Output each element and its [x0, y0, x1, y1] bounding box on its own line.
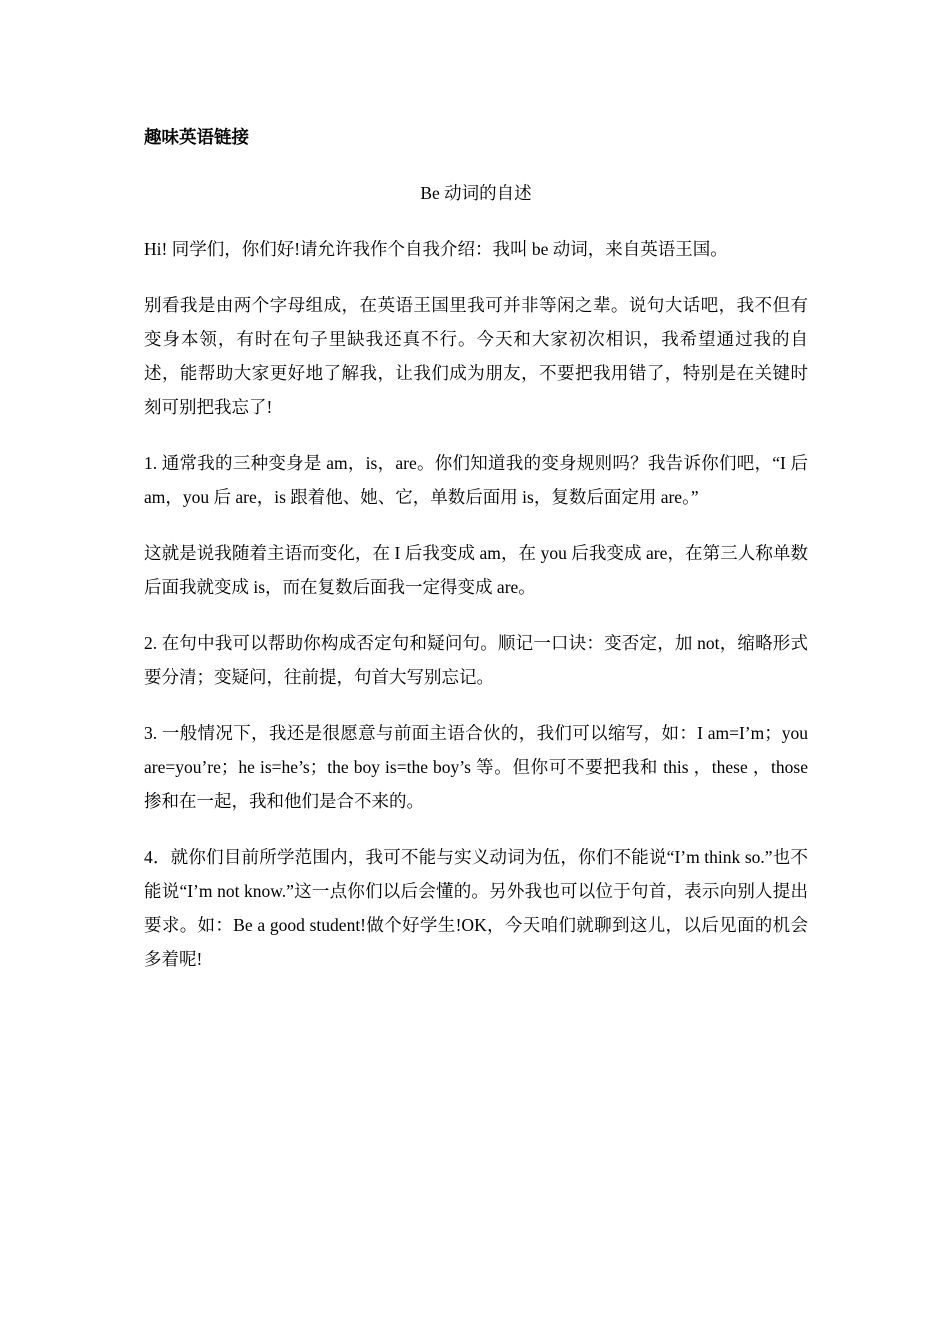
- paragraph-point-1: 1. 通常我的三种变身是 am，is，are。你们知道我的变身规则吗？我告诉你们吧，“I 后 am，you 后 are，is 跟着他、她、它，单数后面用 is，复数后面定用 are。”: [144, 453, 808, 507]
- paragraph-point-1-explanation: 这就是说我随着主语而变化，在 I 后我变成 am，在 you 后我变成 are，在第三人称单数后面我就变成 is，而在复数后面我一定得变成 are。: [144, 543, 808, 597]
- document-subtitle: Be 动词的自述: [420, 183, 532, 203]
- paragraph-point-2: 2. 在句中我可以帮助你构成否定句和疑问句。顺记一口诀：变否定，加 not，缩略形式要分清；变疑问，往前提，句首大写别忘记。: [144, 633, 808, 687]
- paragraph-intro: Hi! 同学们，你们好!请允许我作个自我介绍：我叫 be 动词，来自英语王国。: [144, 239, 728, 259]
- document-body: [144, 120, 808, 998]
- paragraph-self-description: 别看我是由两个字母组成，在英语王国里我可并非等闲之辈。说句大话吧，我不但有变身本领，有时在句子里缺我还真不行。今天和大家初次相识，我希望通过我的自述，能帮助大家更好地了解我，让我们成为朋友，不要把我用错了，特别是在关键时刻可别把我忘了!: [144, 295, 808, 417]
- document-heading: 趣味英语链接: [144, 127, 249, 147]
- paragraph-point-4: 4．就你们目前所学范围内，我可不能与实义动词为伍，你们不能说“I’m think so.”也不能说“I’m not know.”这一点你们以后会懂的。另外我也可以位于句首，表示向别人提出要求。如：Be a good student!做个好学生!OK，今天咱们就聊到这儿，以后见面的机会多着呢!: [144, 847, 808, 969]
- paragraph-point-3: 3. 一般情况下，我还是很愿意与前面主语合伙的，我们可以缩写，如：I am=I’m；you are=you’re；he is=he’s；the boy is=the boy’s 等。但你可不要把我和 this ，these ，those 掺和在一起，我和他们是合不来的。: [144, 723, 808, 811]
